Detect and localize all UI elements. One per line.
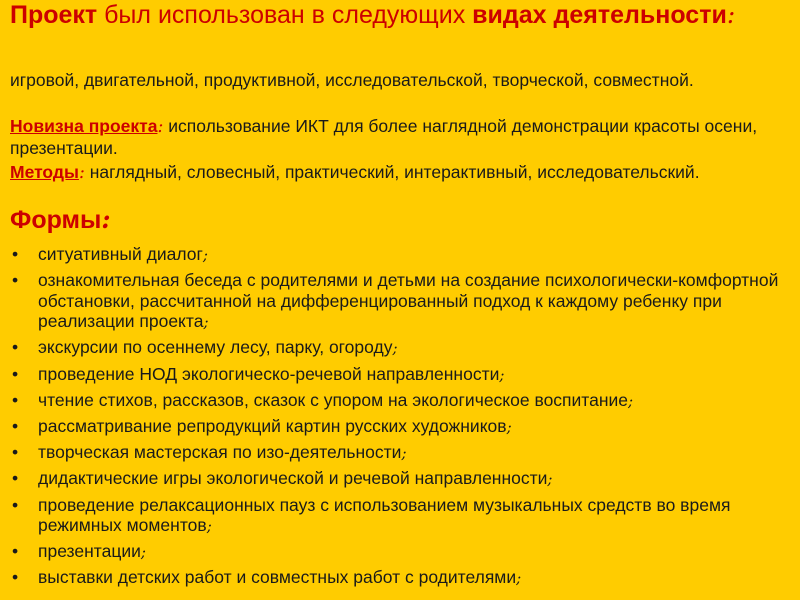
list-item	[0, 244, 800, 266]
list-item-end: ;	[516, 569, 522, 588]
list-item	[0, 567, 800, 589]
list-item-text: проведение НОД экологическо-речевой направленности	[38, 363, 500, 384]
list-item-end: ;	[206, 517, 212, 535]
list-item-text: рассматривание репродукций картин русских художников	[38, 415, 507, 436]
list-item-end: ;	[392, 339, 398, 358]
list-item	[0, 337, 800, 359]
list-item-text: экскурсии по осеннему лесу, парку, огороду	[38, 337, 393, 358]
list-item-end: ;	[203, 313, 209, 332]
bullet-icon: •	[12, 363, 19, 384]
bullet-icon: •	[12, 541, 19, 562]
bullet-icon: •	[12, 244, 19, 264]
list-item-text: выставки детских работ и совместных работ с родителями	[38, 567, 517, 588]
slide-heading	[10, 1, 790, 29]
list-item-end: ;	[506, 417, 512, 436]
methods-label: Методы	[10, 162, 79, 182]
list-item-text: ознакомительная беседа с родителями и детьми на создание психологически-комфортной обстановки, рассчитанной на дифференцированный подход к каждому ребенку при реализации проекта	[38, 270, 779, 332]
list-item	[0, 416, 800, 438]
list-item-text: чтение стихов, рассказов, сказок с упором на экологическое воспитание	[38, 389, 629, 410]
heading-colon: :	[726, 0, 736, 29]
bullet-icon: •	[12, 270, 19, 291]
forms-list	[0, 244, 800, 594]
bullet-icon: •	[12, 389, 19, 410]
bullet-icon: •	[12, 468, 19, 489]
list-item-end: ;	[628, 391, 634, 410]
list-item-end: ;	[499, 365, 505, 384]
forms-title-colon: :	[101, 205, 111, 234]
list-item-end: ;	[547, 470, 553, 489]
forms-title	[10, 205, 111, 235]
novelty-label: Новизна проекта	[10, 116, 158, 136]
list-item	[0, 541, 800, 563]
bullet-icon: •	[12, 415, 19, 436]
heading-activity-types: видах деятельности	[472, 1, 727, 29]
methods-text: наглядный, словесный, практический, интерактивный, исследовательский.	[84, 162, 700, 182]
novelty-colon: :	[157, 117, 164, 137]
list-item	[0, 270, 800, 333]
list-item-text: творческая мастерская по изо-деятельности	[38, 442, 402, 463]
list-item-end: ;	[401, 444, 407, 463]
list-item-text: проведение релаксационных пауз с использованием музыкальных средств во время режимных моментов	[38, 494, 731, 535]
bullet-icon: •	[12, 567, 19, 588]
methods-colon: :	[78, 163, 85, 183]
forms-title-text: Формы	[10, 206, 102, 234]
list-item-text: ситуативный диалог	[38, 244, 203, 264]
novelty-paragraph	[10, 116, 790, 159]
list-item	[0, 364, 800, 386]
bullet-icon: •	[12, 442, 19, 463]
bullet-icon: •	[12, 337, 19, 358]
novelty-text: использование ИКТ для более наглядной демонстрации красоты осени, презентации.	[10, 116, 758, 158]
list-item-end: ;	[140, 543, 146, 562]
bullet-icon: •	[12, 494, 19, 515]
list-item	[0, 390, 800, 412]
heading-project-word: Проект	[10, 1, 98, 29]
heading-middle-text: был использован в следующих	[97, 1, 473, 29]
list-item-text: дидактические игры экологической и речевой направленности	[38, 468, 548, 489]
activities-list-text: игровой, двигательной, продуктивной, исследовательской, творческой, совместной.	[10, 70, 694, 90]
list-item	[0, 495, 800, 537]
list-item-text: презентации	[38, 541, 141, 562]
list-item	[0, 468, 800, 490]
list-item	[0, 442, 800, 464]
methods-paragraph	[10, 162, 790, 184]
list-item-end: ;	[202, 246, 208, 264]
